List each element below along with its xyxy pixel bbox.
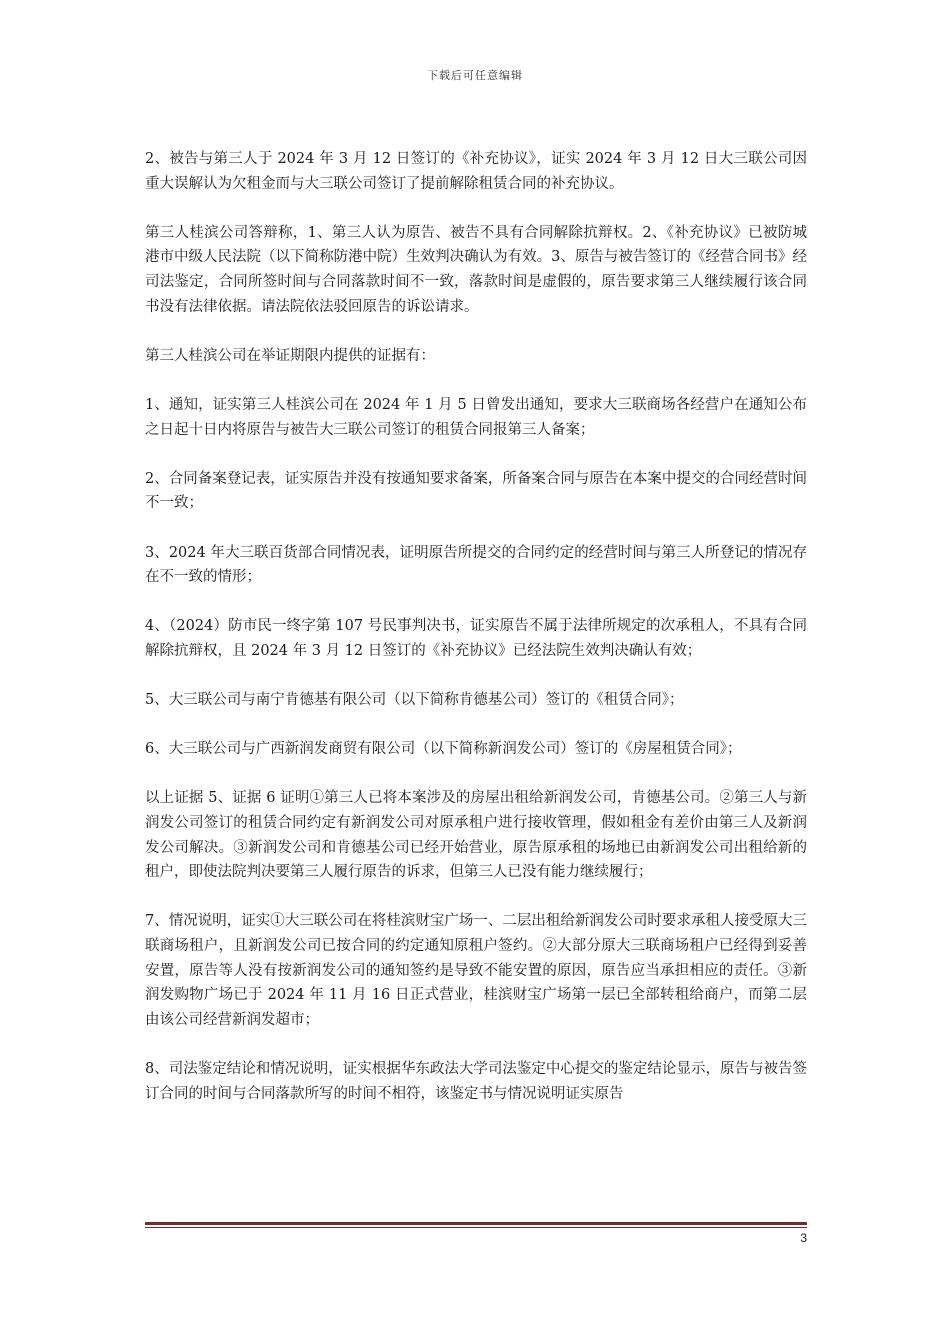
paragraph-1: 2、被告与第三人于 2024 年 3 月 12 日签订的《补充协议》，证实 2024 年 3 月 12 日大三联公司因重大误解认为欠租金而与大三联公司签订了提前解除租赁合同的补充协议。 [145, 151, 807, 192]
paragraph-6: 3、2024 年大三联百货部合同情况表，证明原告所提交的合同约定的经营时间与第三人所登记的情况存在不一致的情形； [145, 544, 807, 586]
paragraph-7: 4、（2024）防市民一终字第 107 号民事判决书，证实原告不属于法律所规定的次承租人，不具有合同解除抗辩权，且 2024 年 3 月 12 日签订的《补充协议》已经法院生效判决确认有效； [145, 618, 807, 659]
paragraph-11: 7、情况说明，证实①大三联公司在将桂滨财宝广场一、二层出租给新润发公司时要求承租人接受原大三联商场租户，且新润发公司已按合同的约定通知原租户签约。②大部分原大三联商场租户已经得到妥善安置，原告等人没有按新润发公司的通知签约是导致不能安置的原因，原告应当承担相应的责任。③新润发购物广场已于 2024 年 11 月 16 日正式营业，桂滨财宝广场第一层已全部转租给商户，而第二层由该公司经营新润发超市； [145, 913, 807, 1028]
paragraph-12: 8、司法鉴定结论和情况说明，证实根据华东政法大学司法鉴定中心提交的鉴定结论显示，原告与被告签订合同的时间与合同落款所写的时间不相符，该鉴定书与情况说明证实原告 [145, 1060, 807, 1102]
page-number: 3 [800, 1231, 807, 1245]
document-body [145, 147, 807, 1106]
paragraph-2: 第三人桂滨公司答辩称，1、第三人认为原告、被告不具有合同解除抗辩权。2、《补充协议》已被防城港市中级人民法院（以下简称防港中院）生效判决确认为有效。3、原告与被告签订的《经营合同书》经司法鉴定，合同所签时间与合同落款时间不一致，落款时间是虚假的，原告要求第三人继续履行该合同书没有法律依据。请法院依法驳回原告的诉讼请求。 [145, 224, 807, 315]
paragraph-3: 第三人桂滨公司在举证期限内提供的证据有： [145, 347, 435, 364]
header-note: 下载后可任意编辑 [427, 69, 523, 82]
paragraph-10: 以上证据 5、证据 6 证明①第三人已将本案涉及的房屋出租给新润发公司，肯德基公司。②第三人与新润发公司签订的租赁合同约定有新润发公司对原承租户进行接收管理，假如租金有差价由第三人及新润发公司解决。③新润发公司和肯德基公司已经开始营业，原告原承租的场地已由新润发公司出租给新的租户，即使法院判决要第三人履行原告的诉求，但第三人已没有能力继续履行； [145, 790, 807, 881]
footer-rule-thin [145, 1227, 807, 1228]
paragraph-4: 1、通知，证实第三人桂滨公司在 2024 年 1 月 5 日曾发出通知，要求大三联商场各经营户在通知公布之日起十日内将原告与被告大三联公司签订的租赁合同报第三人备案； [145, 396, 807, 438]
paragraph-9: 6、大三联公司与广西新润发商贸有限公司（以下简称新润发公司）签订的《房屋租赁合同》； [145, 741, 742, 758]
paragraph-8: 5、大三联公司与南宁肯德基有限公司（以下简称肯德基公司）签订的《租赁合同》； [145, 692, 684, 709]
footer-rule-thick [145, 1222, 807, 1225]
paragraph-5: 2、合同备案登记表，证实原告并没有按通知要求备案，所备案合同与原告在本案中提交的合同经营时间不一致； [145, 470, 807, 512]
